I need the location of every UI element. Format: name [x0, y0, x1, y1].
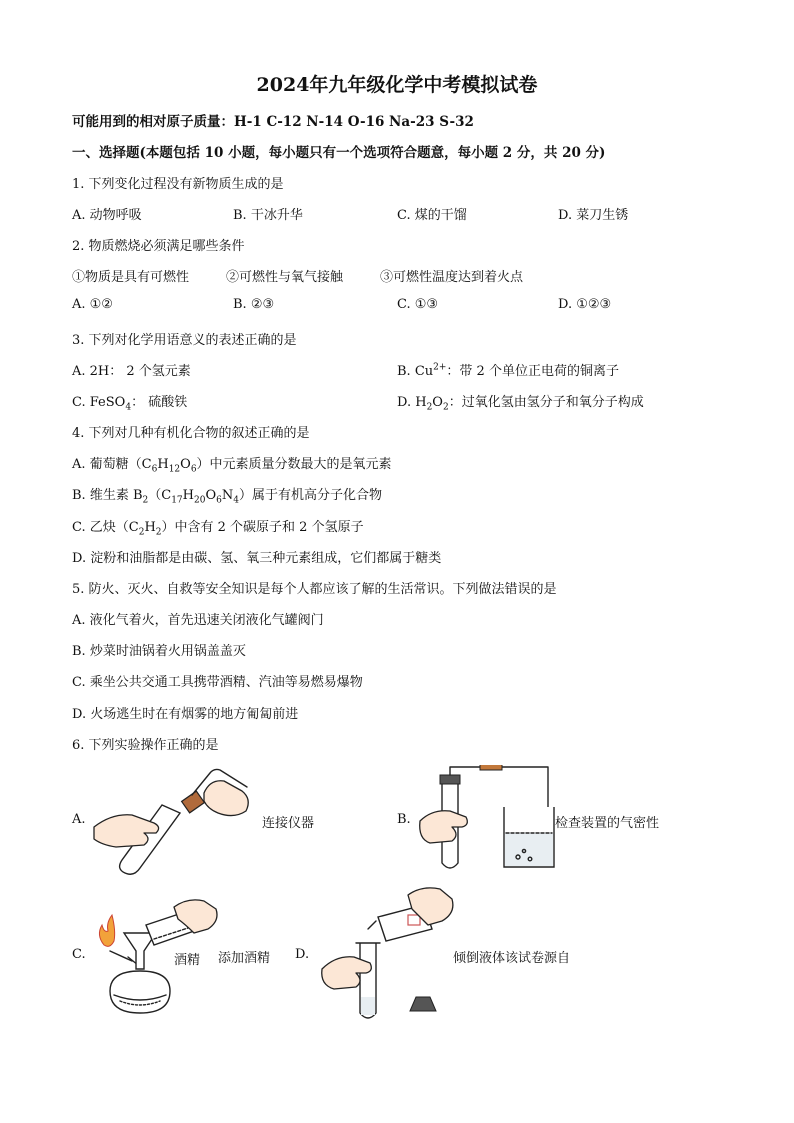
hand-icon — [420, 811, 468, 843]
q6-stem: 6. 下列实验操作正确的是 — [72, 738, 219, 753]
q5-option-b: B. 炒菜时油锅着火用锅盖盖灭 — [72, 644, 246, 659]
q3-option-b: B. $Cu^{2+}$：带 2 个单位正电荷的铜离子 — [397, 362, 619, 379]
q6-option-a-caption: 连接仪器 — [262, 816, 315, 831]
q6-option-d-caption: 倾倒液体该试卷源自 — [453, 951, 571, 966]
pour-liquid-illustration — [318, 885, 458, 1025]
q1-option-a: A. 动物呼吸 — [72, 208, 142, 223]
q5-option-d: D. 火场逃生时在有烟雾的地方匍匐前进 — [72, 707, 299, 722]
q2-condition-3: ③可燃性温度达到着火点 — [380, 270, 524, 285]
flame-icon — [99, 915, 114, 946]
q4-option-a: A. 葡萄糖$(C_6H_{12}O_6)$中元素质量分数最大的是氧元素 — [72, 457, 392, 475]
q1-stem: 1. 下列变化过程没有新物质生成的是 — [72, 177, 284, 192]
stopper-icon — [410, 997, 436, 1011]
q6-option-c-label: 酒精 — [174, 953, 201, 968]
section-heading: 一、选择题(本题包括 10 小题，每小题只有一个选项符合题意，每小题 2 分，共 20 分) — [72, 145, 606, 161]
q6-option-c-letter: C. — [72, 947, 86, 962]
stopper-icon — [440, 775, 460, 784]
q2-option-d: D. ①②③ — [558, 297, 612, 312]
q2-condition-1: ①物质是具有可燃性 — [72, 270, 190, 285]
q5-stem: 5. 防火、灭火、自救等安全知识是每个人都应该了解的生活常识。下列做法错误的是 — [72, 582, 557, 597]
airtightness-check-illustration — [412, 765, 562, 875]
add-alcohol-illustration — [90, 895, 220, 1020]
q6-option-d-letter: D. — [295, 947, 310, 962]
q2-stem: 2. 物质燃烧必须满足哪些条件 — [72, 239, 245, 254]
q1-option-b: B. 干冰升华 — [233, 208, 303, 223]
q2-option-b: B. ②③ — [233, 297, 275, 312]
q4-option-b: B. 维生素 $B_2(C_{17}H_{20}O_6N_4)$属于有机高分子化合物 — [72, 488, 382, 506]
alcohol-lamp-icon — [110, 971, 170, 1013]
hand-icon — [204, 781, 248, 816]
q3-option-c: C. FeSO$_4$： 硫酸铁 — [72, 395, 188, 413]
q1-option-d: D. 菜刀生锈 — [558, 208, 629, 223]
q2-condition-2: ②可燃性与氧气接触 — [226, 270, 344, 285]
q3-option-d: D. $H_2O_2$：过氧化氢由氢分子和氧分子构成 — [397, 395, 644, 413]
q4-option-c: C. 乙炔$(C_2H_2)$中含有 2 个碳原子和 2 个氢原子 — [72, 520, 364, 538]
atomic-masses: 可能用到的相对原子质量：H-1 C-12 N-14 O-16 Na-23 S-32 — [72, 114, 474, 130]
rubber-tube-icon — [480, 765, 502, 770]
q6-option-a-letter: A. — [72, 812, 86, 827]
connect-instruments-illustration — [92, 765, 257, 875]
q2-option-c: C. ①③ — [397, 297, 439, 312]
q3-stem: 3. 下列对化学用语意义的表述正确的是 — [72, 333, 297, 348]
q3-option-a: A. 2H： 2 个氢元素 — [72, 364, 191, 379]
q6-option-b-caption: 检查装置的气密性 — [555, 816, 660, 831]
q6-option-b-letter: B. — [397, 812, 411, 827]
q5-option-c: C. 乘坐公共交通工具携带酒精、汽油等易燃易爆物 — [72, 675, 363, 690]
q5-option-a: A. 液化气着火，首先迅速关闭液化气罐阀门 — [72, 613, 324, 628]
q4-option-d: D. 淀粉和油脂都是由碳、氢、氧三种元素组成，它们都属于糖类 — [72, 551, 442, 566]
q6-option-c-caption: 添加酒精 — [218, 951, 271, 966]
page-title: 2024年九年级化学中考模拟试卷 — [256, 74, 538, 96]
q1-option-c: C. 煤的干馏 — [397, 208, 467, 223]
q2-option-a: A. ①② — [72, 297, 113, 312]
liquid-icon — [361, 997, 375, 1015]
q4-stem: 4. 下列对几种有机化合物的叙述正确的是 — [72, 426, 310, 441]
